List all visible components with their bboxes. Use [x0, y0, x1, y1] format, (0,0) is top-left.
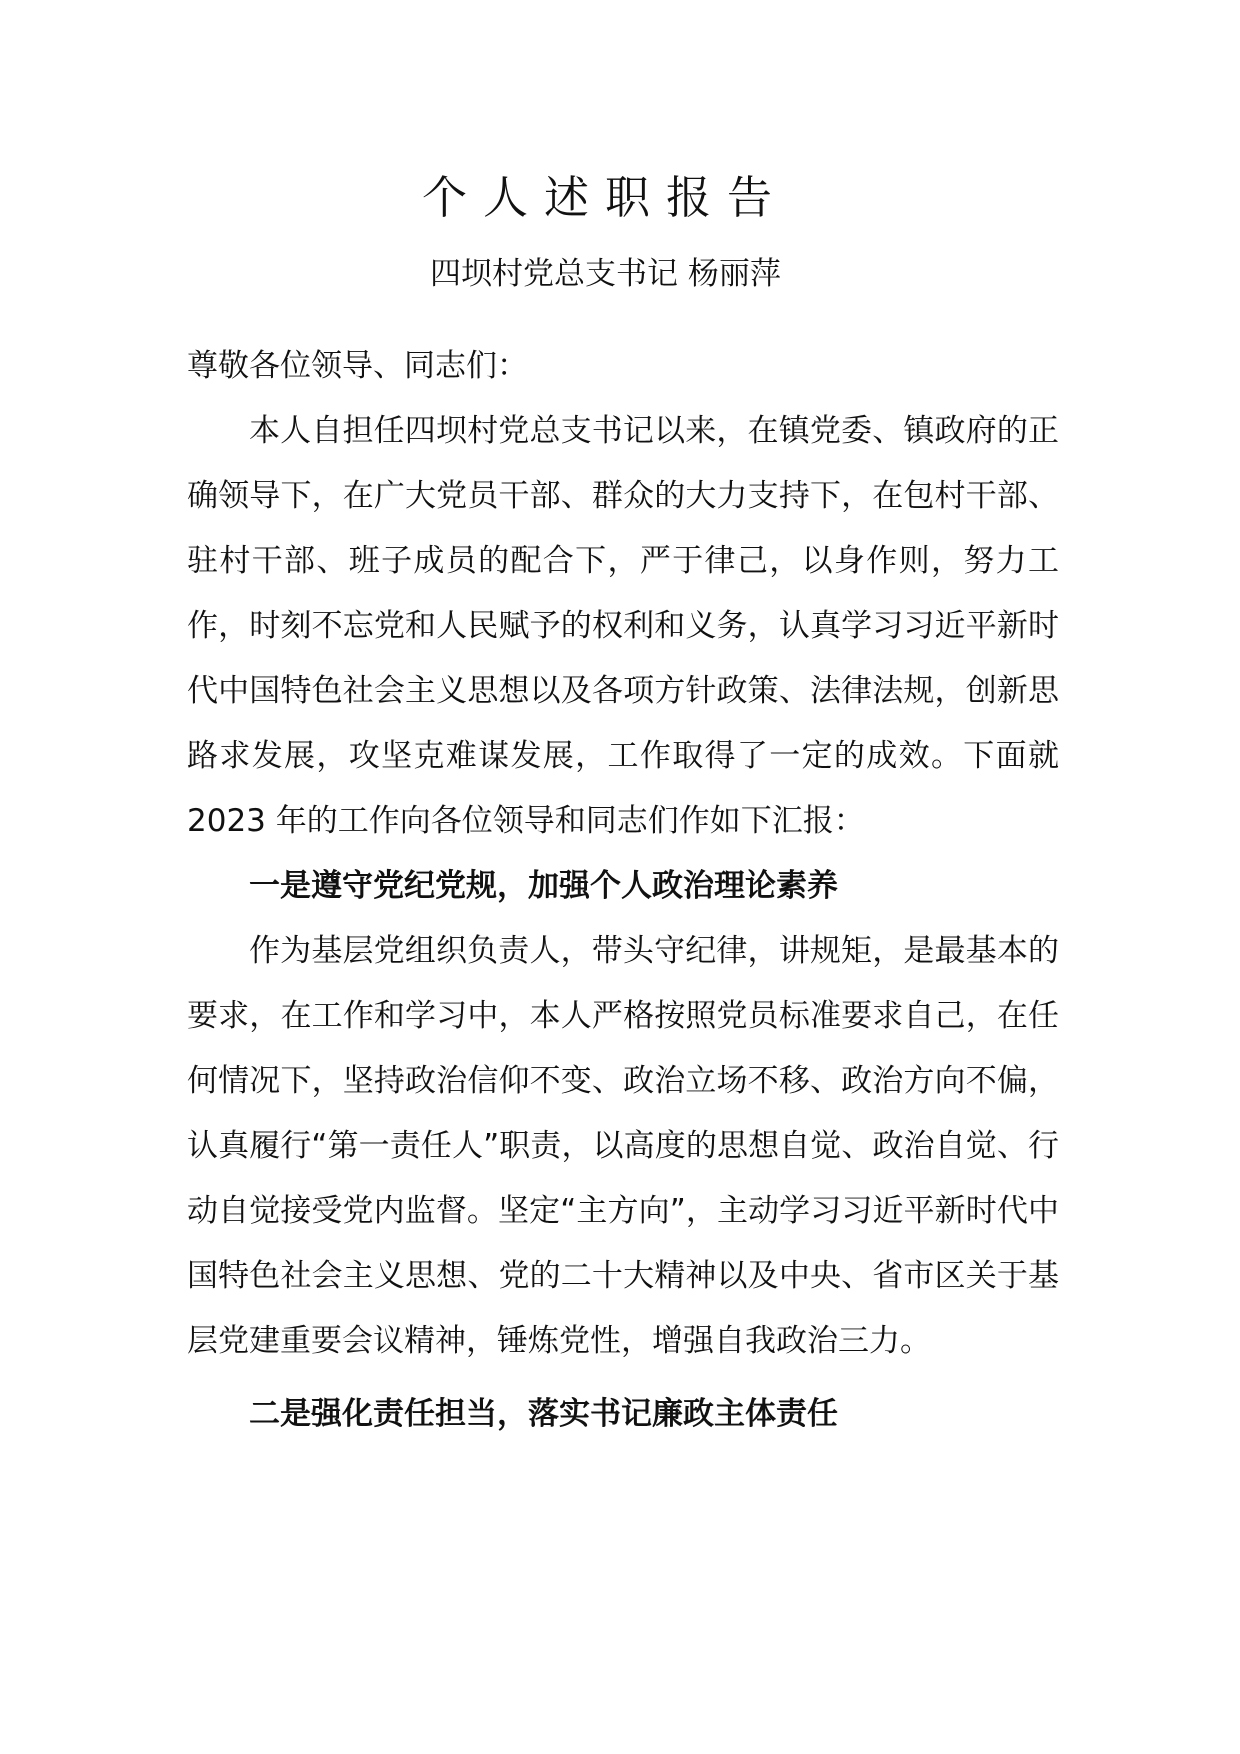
section-heading-1: 一是遵守党纪党规，加强个人政治理论素养 — [249, 868, 838, 904]
section-heading-2: 二是强化责任担当，落实书记廉政主体责任 — [249, 1396, 838, 1432]
salutation: 尊敬各位领导、同志们： — [187, 348, 528, 384]
paragraph-intro: 本人自担任四坝村党总支书记以来，在镇党委、镇政府的正确领导下，在广大党员干部、群众的大力支持下，在包村干部、驻村干部、班子成员的配合下，严于律己，以身作则，努力工作，时刻不忘党和人民赋予的权利和义务，认真学习习近平新时代中国特色社会主义思想以及各项方针政策、法律法规，创新思路求发展，攻坚克难谋发展，工作取得了一定的成效。下面就 2023 年的工作向各位领导和同志们作如下汇报： — [187, 413, 1059, 839]
document-body — [187, 334, 1059, 1447]
paragraph-section-1: 作为基层党组织负责人，带头守纪律，讲规矩，是最基本的要求，在工作和学习中，本人严格按照党员标准要求自己，在任何情况下，坚持政治信仰不变、政治立场不移、政治方向不偏，认真履行“第一责任人”职责，以高度的思想自觉、政治自觉、行动自觉接受党内监督。坚定“主方向”，主动学习习近平新时代中国特色社会主义思想、党的二十大精神以及中央、省市区关于基层党建重要会议精神，锤炼党性，增强自我政治三力。 — [187, 933, 1059, 1359]
document-title: 个人述职报告 — [421, 171, 788, 224]
author-line: 四坝村党总支书记 杨丽萍 — [430, 256, 781, 292]
